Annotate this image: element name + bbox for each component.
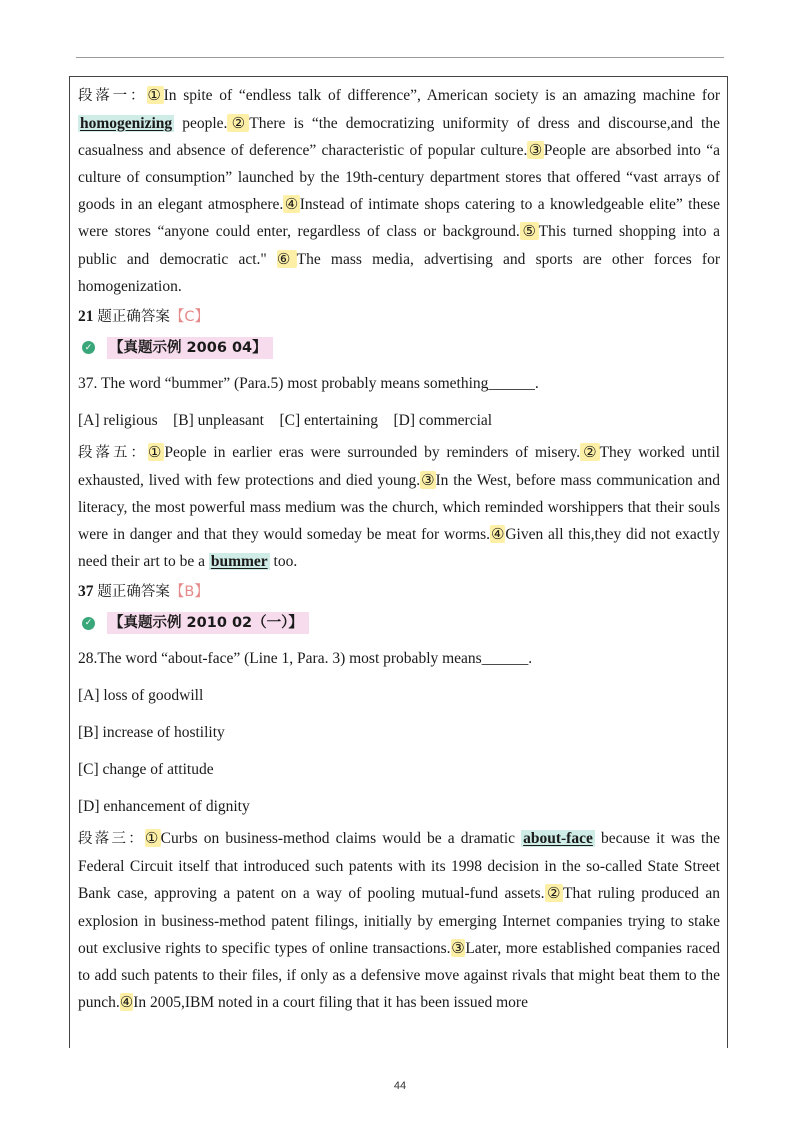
sentence-text: Curbs on business-method claims would be a dramatic [160,830,522,848]
sentence-text: This turned shopping into a public and democratic act." [78,223,720,268]
option-b: [B] increase of hostility [78,724,225,742]
question-options: [A] religious [B] unpleasant [C] entertaining [D] commercial [78,411,493,429]
sentence-marker: ③ [420,470,436,489]
answer-line [78,578,720,606]
keyword-highlight: about-face [523,830,593,848]
sentence-marker: ④ [283,195,300,214]
keyword-highlight: bummer [210,553,268,571]
sentence-marker: ⑥ [276,249,297,268]
question-text: 28.The word “about-face” (Line 1, Para. 3) most probably means______. [78,650,533,668]
header-rule [76,57,724,58]
sentence-text: That ruling produced an explosion in business-method patent filings, initially by emerging Internet companies trying to stake out exclusive rights to specific types of online transactions. [78,885,721,957]
sentence-marker: ④ [119,992,134,1011]
answer-letter: 【B】 [169,584,209,601]
sentence-text: People are absorbed into “a culture of consumption” launched by the 19th-century department stores that offered “vast arrays of goods in an elegant atmosphere. [78,142,720,214]
sentence-marker: ② [227,114,250,133]
sentence-marker: ⑤ [519,222,539,241]
exam-tag: 【真题示例 2010 02（一）】 [107,612,309,634]
content-frame [69,76,728,1048]
sentence-marker: ③ [450,938,466,957]
sentence-text: In the West, before mass communication and literacy, the most powerful mass medium was the church, which reminded worshippers that their souls were in danger and that they would someday be meat for worms. [78,471,720,544]
sentence-text: People in earlier eras were surrounded by reminders of misery. [164,443,581,461]
sentence-marker: ① [147,86,164,104]
question-number: 37 [78,583,94,601]
option-d: [D] enhancement of dignity [78,798,250,816]
sentence-marker: ① [144,829,161,848]
sentence-marker: ③ [527,141,544,160]
sentence-marker: ④ [490,525,506,544]
paragraph-three [78,825,720,1016]
sentence-text: They worked until exhausted, lived with few protections and died young. [78,443,720,489]
exam-tag: 【真题示例 2006 04】 [107,337,273,359]
paragraph-label: 段落五： [78,444,148,461]
paragraph-five [78,439,720,575]
sentence-text: In spite of “endless talk of difference”, American society is an amazing machine for [163,87,721,104]
exam-example-header [78,606,720,640]
answer-line [78,303,720,331]
sentence-marker: ② [580,442,600,461]
answer-label: 题正确答案 [97,584,170,601]
check-circle-icon: ✓ [82,341,95,354]
answer-letter: 【C】 [169,308,209,325]
answer-label: 题正确答案 [97,308,170,325]
question-text: 37. The word “bummer” (Para.5) most probably means something______. [78,374,539,392]
sentence-text: because it was the Federal Circuit itself that introduced such patents with its 1998 decision in the so-called State Street Bank case, approving a patent on a way of pooling mutual-fund assets. [78,830,720,903]
sentence-text: Later, more established companies raced to add such patents to their files, if only as a defensive move against rivals that might beat them to the punch. [78,939,721,1011]
option-a: [A] loss of goodwill [78,687,204,705]
paragraph-one [78,82,720,300]
paragraph-label: 段落三： [78,831,145,848]
sentence-text: The mass media, advertising and sports are other forces for homogenization. [78,250,720,295]
sentence-marker: ② [544,884,564,903]
sentence-text: Given all this,they did not exactly need their art to be a [78,526,720,571]
option-c: [C] change of attitude [78,761,214,779]
sentence-text: Instead of intimate shops catering to a knowledgeable elite” these were stores “anyone could enter, regardless of class or background. [78,196,720,241]
sentence-text: In 2005,IBM noted in a court filing that it has been issued more [133,993,528,1011]
check-circle-icon: ✓ [82,617,95,630]
sentence-text: There is “the democratizing uniformity of dress and discourse,and the casualness and absence of deference” characteristic of popular culture. [78,115,720,160]
paragraph-label: 段落一： [78,88,148,104]
page-number: 44 [393,1080,407,1092]
question-number: 21 [78,307,94,325]
sentence-text: too. [269,553,298,571]
sentence-text: people. [174,115,228,133]
keyword-highlight: homogenizing [80,115,173,133]
exam-example-header [78,331,720,365]
sentence-marker: ① [147,442,165,461]
